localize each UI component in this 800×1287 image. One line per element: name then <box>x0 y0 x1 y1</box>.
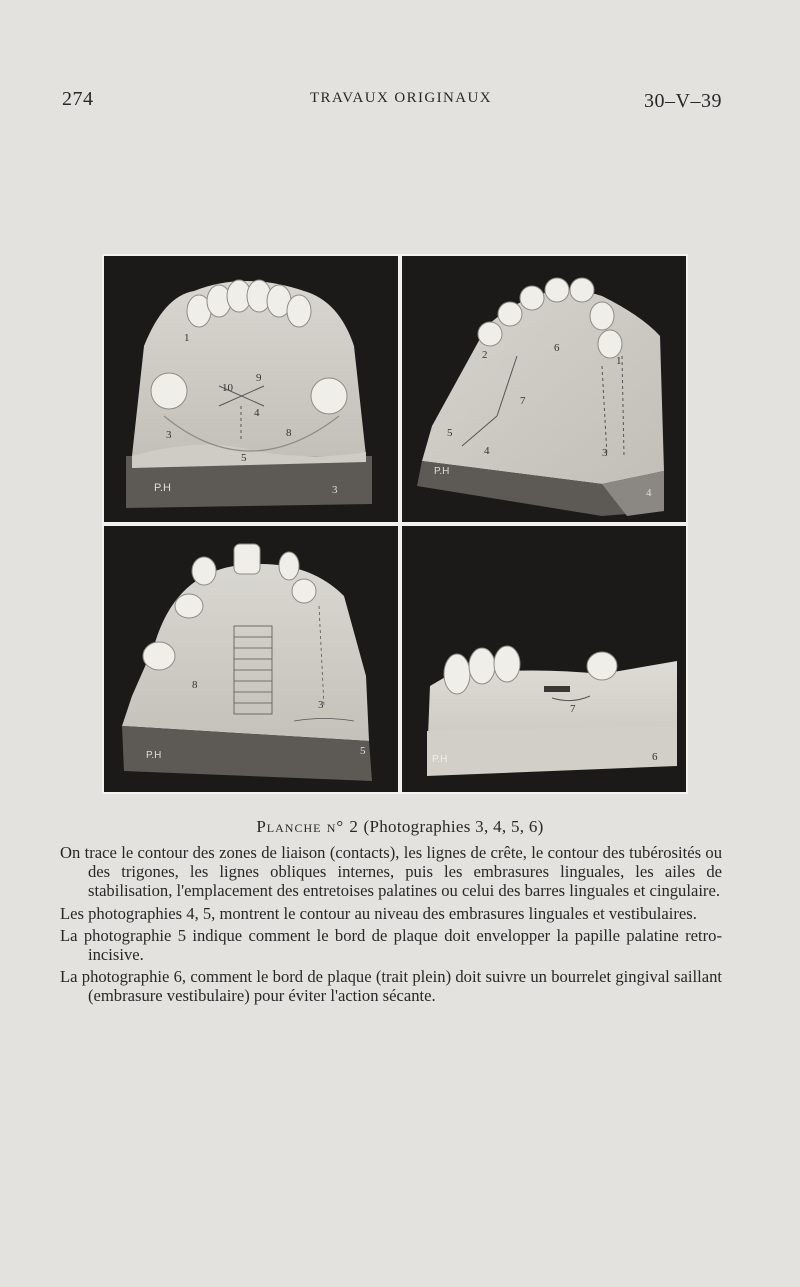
plate-label-6: 6 <box>554 342 560 354</box>
photo-mark: P.H <box>432 754 448 765</box>
plate-label-3: 3 <box>166 429 172 441</box>
paragraph: On trace le contour des zones de liaison (contacts), les lignes de crête, le contour des tubérosités ou des trigones, les lignes obliques internes, puis les embrasures linguales, les ailes de stabilisation, l'emplacement des entretoises palatines ou celui des barres linguales et cingulaire. <box>60 843 722 901</box>
photo-number: 5 <box>360 745 366 757</box>
plate-label-1: 1 <box>616 355 622 367</box>
issue-date: 30–V–39 <box>644 90 722 112</box>
lower-jaw-lateral-image <box>402 526 686 792</box>
plate-label-4: 4 <box>484 445 490 457</box>
photograph-5 <box>104 526 398 792</box>
plate-label-3: 3 <box>318 699 324 711</box>
caption-body <box>60 843 722 1009</box>
lower-jaw-cast-image <box>104 526 398 792</box>
photograph-6 <box>402 526 686 792</box>
plate-photographs-ref: (Photographies 3, 4, 5, 6) <box>363 817 544 836</box>
running-head <box>62 88 722 116</box>
upper-jaw-oblique-image <box>402 256 686 522</box>
plate-label-5: 5 <box>241 452 247 464</box>
plate-label-9: 9 <box>256 372 262 384</box>
running-title: TRAVAUX ORIGINAUX <box>309 90 492 106</box>
plate-label-1: 1 <box>184 332 190 344</box>
plate-label-10: 10 <box>222 382 233 394</box>
plate-label-3: 3 <box>602 447 608 459</box>
photograph-4 <box>402 256 686 522</box>
photo-number: 4 <box>646 487 652 499</box>
photo-mark: P.H <box>154 482 171 494</box>
plate-label-8: 8 <box>286 427 292 439</box>
photograph-3 <box>104 256 398 522</box>
paragraph: La photographie 6, comment le bord de plaque (trait plein) doit suivre un bourrelet gingival saillant (embrasure vestibulaire) pour éviter l'action sécante. <box>60 967 722 1006</box>
plate-title: Planche n° 2 <box>256 817 359 836</box>
plate-label-8: 8 <box>192 679 198 691</box>
upper-jaw-cast-image <box>104 256 398 522</box>
photo-mark: P.H <box>434 466 450 477</box>
photo-plate <box>102 254 688 794</box>
paragraph: Les photographies 4, 5, montrent le contour au niveau des embrasures linguales et vestibulaires. <box>60 903 697 923</box>
paragraph: La photographie 5 indique comment le bord de plaque doit envelopper la papille palatine retro-incisive. <box>60 925 722 965</box>
photo-number: 3 <box>332 484 338 496</box>
page-number: 274 <box>62 88 94 110</box>
plate-label-7: 7 <box>520 395 526 407</box>
plate-label-2: 2 <box>482 349 488 361</box>
photo-number: 6 <box>652 751 658 763</box>
plate-label-4: 4 <box>254 407 260 419</box>
photo-mark: P.H <box>146 750 162 761</box>
plate-caption <box>0 817 800 837</box>
plate-label-7: 7 <box>570 703 576 715</box>
plate-label-5: 5 <box>447 427 453 439</box>
